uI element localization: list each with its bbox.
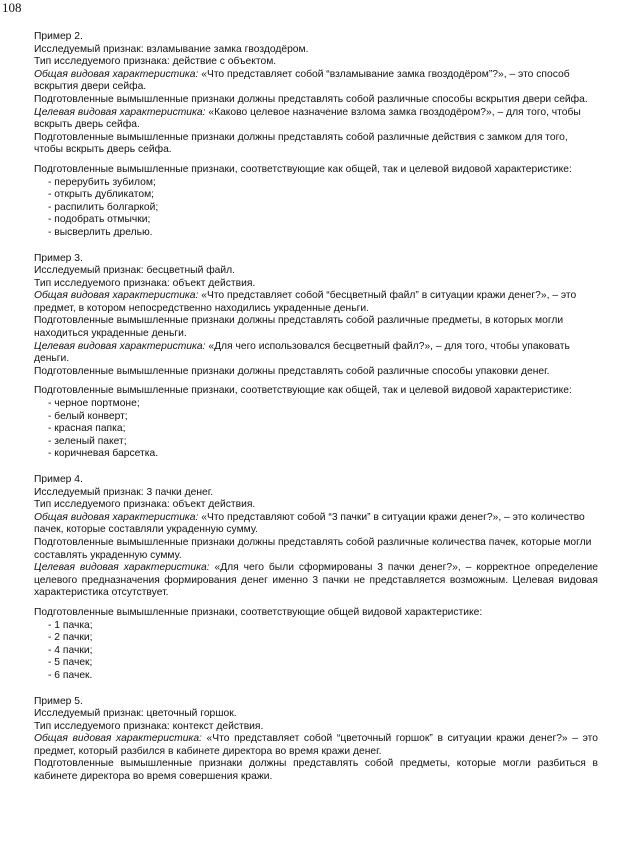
example-4 — [34, 474, 598, 683]
example-3 — [34, 253, 598, 462]
example-type: Тип исследуемого признака: контекст действия. — [34, 720, 264, 732]
example-title: Пример 2. — [34, 31, 83, 42]
list-intro: Подготовленные вымышленные признаки, соответствующие как общей, так и целевой видовой характеристике: — [34, 385, 572, 397]
list-item: - 6 пачек. — [48, 669, 93, 681]
example-title: Пример 4. — [34, 474, 83, 485]
example-feature: Исследуемый признак: цветочный горшок. — [34, 708, 237, 720]
target-label: Целевая видовая характеристика: — [34, 340, 206, 352]
feature-list — [34, 620, 598, 683]
page-content — [34, 31, 598, 797]
general-characteristic — [34, 290, 598, 315]
list-item: - подобрать отмычки; — [48, 214, 151, 226]
list-item: - зеленый пакет; — [48, 435, 127, 447]
example-feature: Исследуемый признак: 3 пачки денег. — [34, 486, 214, 498]
example-type: Тип исследуемого признака: объект действия. — [34, 499, 256, 511]
list-item: - 2 пачки; — [48, 632, 93, 644]
example-feature: Исследуемый признак: взламывание замка гвоздодёром. — [34, 43, 309, 55]
example-title: Пример 3. — [34, 252, 83, 264]
target-text: «Для чего были сформированы 3 пачки денег?», – корректное определение целевого предназначения формирования денег именно 3 пачки не представляется возможным. Целевая видовая характеристика отсутствует. — [34, 562, 598, 599]
prepared-text-1: Подготовленные вымышленные признаки должны представлять собой различные предметы, в которых могли находиться украденные деньги. — [34, 315, 564, 340]
target-text: «Каково целевое назначение взлома замка гвоздодёром?», – для того, чтобы вскрыть дверь сейфа. — [34, 106, 581, 131]
prepared-text-1: Подготовленные вымышленные признаки должны представлять собой различные количества пачек, которые могли составлять украденную сумму. — [34, 536, 592, 561]
list-item: - 1 пачка; — [48, 619, 93, 631]
general-label: Общая видовая характеристика: — [34, 68, 199, 80]
general-text: «Что представляют собой “3 пачки” в ситуации кражи денег?», – это количество пачек, которые составляли украденную сумму. — [34, 511, 585, 536]
example-2 — [34, 31, 598, 240]
list-intro: Подготовленные вымышленные признаки, соответствующие общей видовой характеристике: — [34, 606, 483, 618]
target-label: Целевая видовая характеристика: — [34, 562, 210, 574]
prepared-text-2: Подготовленные вымышленные признаки должны представлять собой различные действия с замком для того, чтобы вскрыть дверь сейфа. — [34, 131, 568, 156]
general-text: «Что представляет собой “взламывание замка гвоздодёром”?», – это способ вскрытия двери сейфа. — [34, 68, 570, 93]
target-characteristic — [34, 562, 598, 600]
list-item: - перерубить зубилом; — [48, 176, 156, 188]
list-item: - белый конверт; — [48, 410, 128, 422]
prepared-text-1: Подготовленные вымышленные признаки должны представлять собой различные способы вскрытия двери сейфа. — [34, 93, 588, 105]
general-text: «Что представляет собой “бесцветный файл” в ситуации кражи денег?», – это предмет, в котором непосредственно находились украденные деньги. — [34, 290, 577, 314]
general-characteristic — [34, 733, 598, 758]
list-item: - красная папка; — [48, 423, 126, 435]
general-text: «Что представляет собой “цветочный горшок” в ситуации кражи денег?» – это предмет, который разбился в кабинете директора во время кражи денег. — [34, 733, 599, 757]
list-item: - черное портмоне; — [48, 398, 140, 410]
list-item: - распилить болгаркой; — [48, 201, 159, 213]
general-label: Общая видовая характеристика: — [34, 733, 202, 745]
example-type: Тип исследуемого признака: действие с объектом. — [34, 56, 277, 68]
list-intro: Подготовленные вымышленные признаки, соответствующие как общей, так и целевой видовой характеристике: — [34, 163, 572, 175]
example-type: Тип исследуемого признака: объект действия. — [34, 277, 256, 289]
target-characteristic — [34, 107, 598, 132]
general-label: Общая видовая характеристика: — [34, 290, 199, 302]
feature-list — [34, 398, 598, 461]
general-characteristic — [34, 69, 598, 94]
target-label: Целевая видовая характеристика: — [34, 106, 206, 118]
example-title: Пример 5. — [34, 695, 83, 707]
list-item: - коричневая барсетка. — [48, 448, 159, 460]
example-5 — [34, 696, 598, 784]
prepared-text-1: Подготовленные вымышленные признаки должны представлять собой предметы, которые могли разбиться в кабинете директора во время совершения кражи. — [34, 758, 598, 783]
example-feature: Исследуемый признак: бесцветный файл. — [34, 265, 236, 277]
target-characteristic — [34, 341, 598, 366]
general-characteristic — [34, 512, 598, 537]
feature-list — [34, 177, 598, 240]
list-item: - высверлить дрелью. — [48, 226, 153, 238]
list-item: - 5 пачек; — [48, 657, 93, 669]
list-item: - открыть дубликатом; — [48, 189, 155, 201]
list-item: - 4 пачки; — [48, 644, 93, 656]
general-label: Общая видовая характеристика: — [34, 511, 199, 523]
prepared-text-2: Подготовленные вымышленные признаки должны представлять собой различные способы упаковки денег. — [34, 365, 550, 377]
target-text: «Для чего использовался бесцветный файл?», – для того, чтобы упаковать деньги. — [34, 340, 570, 365]
page-number: 108 — [2, 0, 22, 15]
